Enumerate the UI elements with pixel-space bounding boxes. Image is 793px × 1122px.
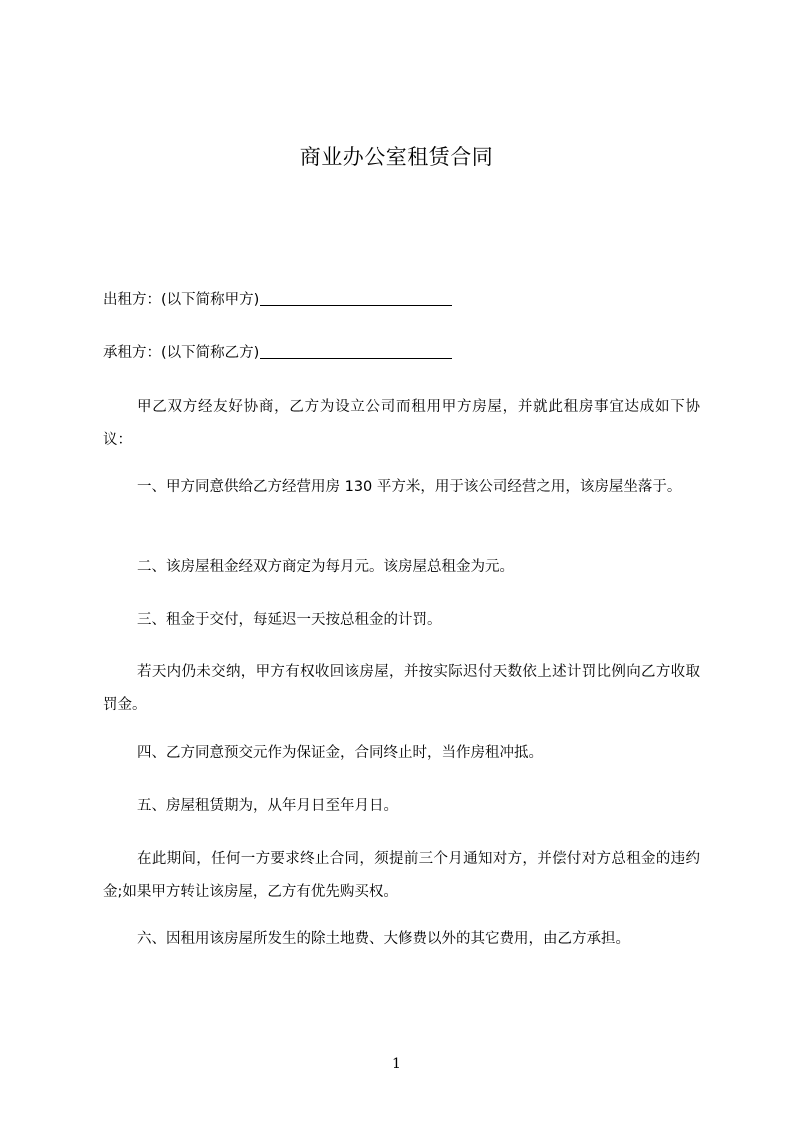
lessee-blank: [260, 344, 452, 359]
page-number: 1: [392, 1056, 401, 1072]
paragraph-clause-1: 一、甲方同意供给乙方经营用房 130 平方米，用于该公司经营之用，该房屋坐落于。: [137, 479, 682, 495]
paragraph-clause-2: 二、该房屋租金经双方商定为每月元。该房屋总租金为元。: [137, 559, 514, 575]
paragraph-clause-4: 四、乙方同意预交元作为保证金，合同终止时，当作房租冲抵。: [137, 745, 543, 761]
lessor-line: [103, 284, 703, 317]
lessee-label: 承租方：(以下简称乙方): [103, 345, 260, 361]
paragraph-clause-5-termination: 在此期间，任何一方要求终止合同，须提前三个月通知对方，并偿付对方总租金的违约金;如果甲方转让该房屋，乙方有优先购买权。: [103, 851, 700, 900]
paragraph-clause-3: 三、租金于交付，每延迟一天按总租金的计罚。: [137, 612, 442, 628]
paragraph-clause-5: 五、房屋租赁期为，从年月日至年月日。: [137, 798, 398, 814]
lessor-blank: [260, 291, 452, 306]
paragraph-clause-6: 六、因租用该房屋所发生的除土地费、大修费以外的其它费用，由乙方承担。: [137, 931, 630, 947]
lessee-line: [103, 337, 703, 370]
document-title: 商业办公室租赁合同: [299, 145, 494, 169]
paragraph-intro: 甲乙双方经友好协商，乙方为设立公司而租用甲方房屋，并就此租房事宜达成如下协议：: [103, 399, 700, 448]
paragraph-clause-3-penalty: 若天内仍未交纳，甲方有权收回该房屋，并按实际迟付天数依上述计罚比例向乙方收取罚金。: [103, 664, 700, 713]
lessor-label: 出租方：(以下简称甲方): [103, 292, 260, 308]
